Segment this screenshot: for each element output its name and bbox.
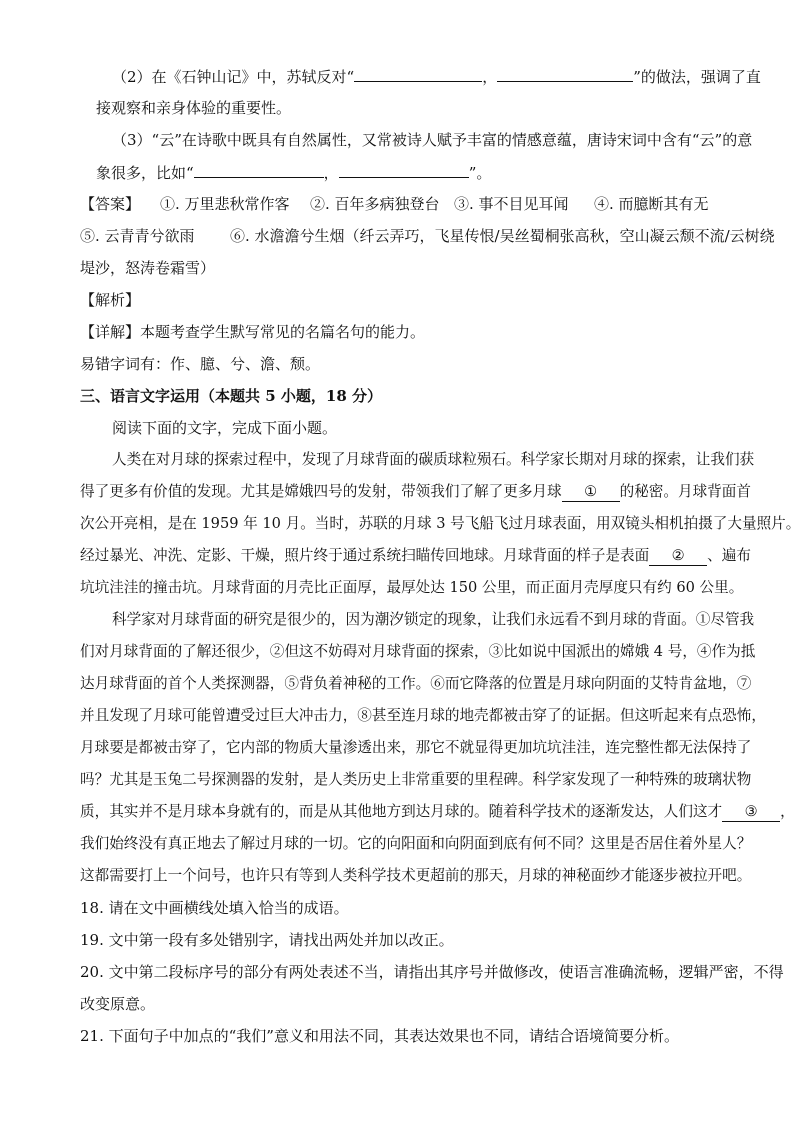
passage-p2-line-7 xyxy=(80,802,795,822)
passage-p1-line-1: 人类在对月球的探索过程中，发现了月球背面的碳质球粒殒石。科学家长期对月球的探索，让我们获 xyxy=(112,451,755,468)
answer-item-6: ⑥. 水澹澹兮生烟（纤云弄巧，飞星传恨/吴丝蜀桐张高秋，空山凝云颓不流/云树绕 xyxy=(230,227,775,245)
passage-p2-line-9: 这都需要打上一个问号，也许只有等到人类科学技术更超前的那天，月球的神秘面纱才能逐步被拉开吧。 xyxy=(80,867,752,884)
answer-line-2 xyxy=(80,226,775,246)
q2-comma: ， xyxy=(482,68,498,86)
answer-item-4: ④. 而臆断其有无 xyxy=(594,195,709,213)
fill-blank-2[interactable]: ② xyxy=(649,547,707,566)
question-2-line-1 xyxy=(112,66,761,87)
question-3-line-2 xyxy=(96,162,491,183)
passage-p2-line-4: 并且发现了月球可能曾遭受过巨大冲击力，⑧甚至连月球的地壳都被击穿了的证据。但这听起来有点恐怖， xyxy=(80,707,766,724)
section-3-title: 三、语言文字运用（本题共 5 小题，18 分） xyxy=(80,387,382,405)
q3-text-b: ”。 xyxy=(468,164,492,182)
answer-blank[interactable] xyxy=(339,162,469,178)
q2-text-b: ”的做法，强调了直 xyxy=(633,68,761,86)
analysis-detail: 【详解】本题考查学生默写常见的名篇名句的能力。 xyxy=(80,323,426,341)
passage-p2-line-8: 我们始终没有真正地去了解过月球的一切。它的向阳面和向阴面到底有何不同？这里是否居住着外星人？ xyxy=(80,835,752,852)
answer-item-1: ①. 万里悲秋常作客 xyxy=(160,195,290,213)
analysis-label: 【解析】 xyxy=(80,291,141,309)
passage-p2-line-1: 科学家对月球背面的研究是很少的，因为潮汐锁定的现象，让我们永远看不到月球的背面。①尽管我 xyxy=(112,611,755,628)
answer-blank[interactable] xyxy=(497,66,633,82)
passage-p1-line-4 xyxy=(80,546,751,566)
question-19: 19. 文中第一段有多处错别字，请找出两处并加以改正。 xyxy=(80,931,454,949)
question-20-line-1: 20. 文中第二段标序号的部分有两处表述不当，请指出其序号并做修改，使语言准确流畅，逻辑严密，不得 xyxy=(80,963,784,981)
q3-comma: ， xyxy=(323,164,339,182)
passage-p2-line-3: 达月球背面的首个人类探测器，⑤背负着神秘的工作。⑥而它降落的位置是月球向阴面的艾特肯盆地，⑦ xyxy=(80,675,752,692)
answer-item-5: ⑤. 云青青兮欲雨 xyxy=(80,227,195,245)
passage-text: 得了更多有价值的发现。尤其是嫦娥四号的发射，带领我们了解了更多月球 xyxy=(80,483,562,500)
passage-p1-line-5: 坑坑洼洼的撞击坑。月球背面的月壳比正面厚，最厚处达 150 公里，而正面月壳厚度只有约 60 公里。 xyxy=(80,579,744,596)
answer-blank[interactable] xyxy=(354,66,482,82)
answer-blank[interactable] xyxy=(194,162,324,178)
passage-text: 经过暴光、冲洗、定影、干燥，照片终于通过系统扫瞄传回地球。月球背面的样子是表面 xyxy=(80,547,650,564)
passage-p1-line-2 xyxy=(80,482,751,502)
answer-line-3: 堤沙，怒涛卷霜雪） xyxy=(80,259,216,277)
answer-item-3: ③. 事不目见耳闻 xyxy=(454,195,569,213)
question-2-line-2: 接观察和亲身体验的重要性。 xyxy=(96,99,292,117)
passage-p1-line-3: 次公开亮相，是在 1959 年 10 月。当时，苏联的月球 3 号飞船飞过月球表面，用双镜头相机拍摄了大量照片。 xyxy=(80,515,800,532)
q3-text-a: 象很多，比如“ xyxy=(96,164,194,182)
question-18: 18. 请在文中画横线处填入恰当的成语。 xyxy=(80,899,349,917)
question-20-line-2: 改变原意。 xyxy=(80,995,156,1013)
question-21: 21. 下面句子中加点的“我们”意义和用法不同，其表达效果也不同，请结合语境简要分析。 xyxy=(80,1027,679,1045)
fill-blank-3[interactable]: ③ xyxy=(722,803,780,822)
answer-label: 【答案】 xyxy=(80,195,141,213)
passage-text: 质，其实并不是月球本身就有的，而是从其他地方到达月球的。随着科学技术的逐渐发达，人们这才 xyxy=(80,803,723,820)
answer-line-1 xyxy=(80,194,709,214)
fill-blank-1[interactable]: ① xyxy=(562,483,620,502)
answer-item-2: ②. 百年多病独登台 xyxy=(310,195,440,213)
passage-text: 的秘密。月球背面首 xyxy=(619,483,751,500)
passage-text: 、遍布 xyxy=(707,547,751,564)
section-3-intro: 阅读下面的文字，完成下面小题。 xyxy=(112,419,338,437)
passage-p2-line-6: 吗？尤其是玉兔二号探测器的发射，是人类历史上非常重要的里程碑。科学家发现了一种特殊的玻璃状物 xyxy=(80,771,752,788)
passage-p2-line-2: 们对月球背面的了解还很少，②但这不妨碍对月球背面的探索，③比如说中国派出的嫦娥 4 号，④作为抵 xyxy=(80,643,756,660)
passage-text: ， xyxy=(780,803,795,820)
question-3-line-1: （3）“云”在诗歌中既具有自然属性，又常被诗人赋予丰富的情感意蕴，唐诗宋词中含有“云”的意 xyxy=(112,131,753,149)
passage-p2-line-5: 月球要是都被击穿了，它内部的物质大量渗透出来，那它不就显得更加坑坑洼洼，连完整性都无法保持了 xyxy=(80,739,752,756)
analysis-errors: 易错字词有：作、臆、兮、澹、颓。 xyxy=(80,355,321,373)
q2-text-a: （2）在《石钟山记》中，苏轼反对“ xyxy=(112,68,355,86)
